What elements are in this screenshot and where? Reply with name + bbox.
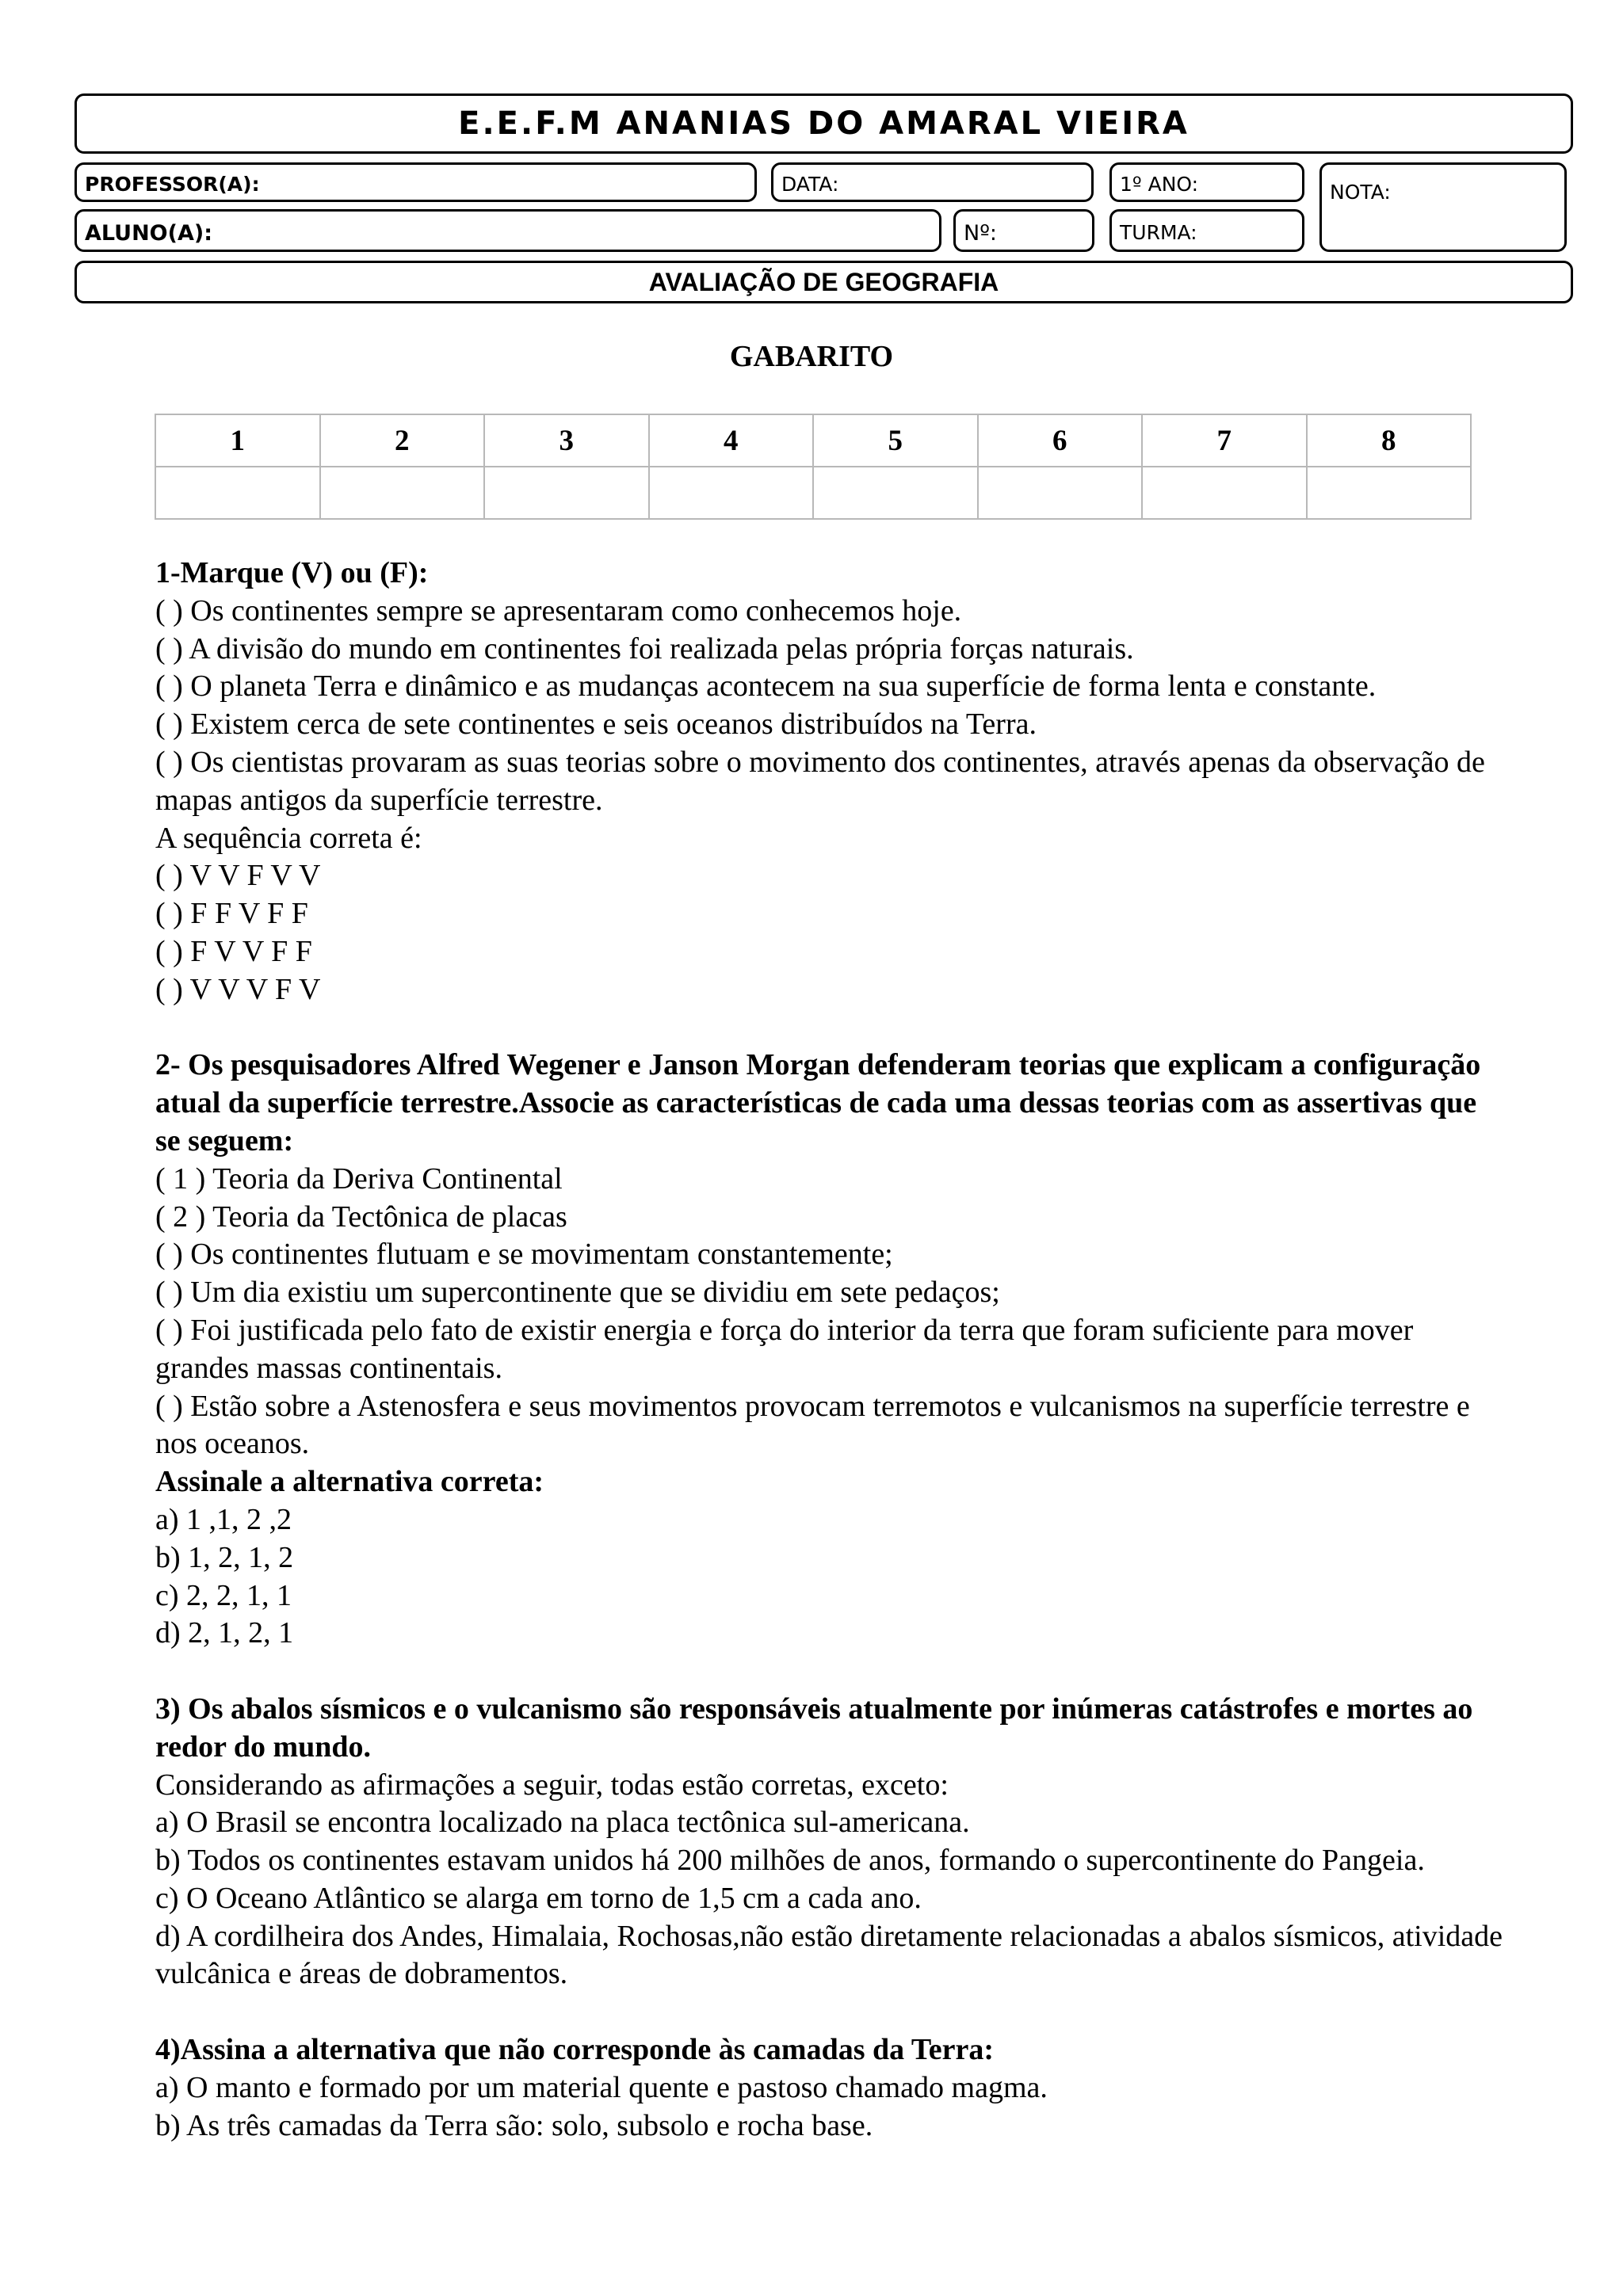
answer-cell[interactable] bbox=[978, 467, 1143, 519]
answer-cell[interactable] bbox=[484, 467, 649, 519]
spacer bbox=[155, 1653, 1503, 1691]
grade-field[interactable] bbox=[1319, 162, 1567, 252]
question-1-option: ( ) V V V F V bbox=[155, 972, 321, 1006]
question-2-theory: ( 1 ) Teoria da Deriva Continental bbox=[155, 1161, 563, 1196]
exam-title: AVALIAÇÃO DE GEOGRAFIA bbox=[648, 268, 999, 296]
question-2-option: d) 2, 1, 2, 1 bbox=[155, 1616, 294, 1650]
question-4-title: 4)Assina a alternativa que não corresponde às camadas da Terra: bbox=[155, 2033, 995, 2067]
number-label: Nº: bbox=[964, 221, 998, 246]
answer-key-header-cell: 1 bbox=[155, 414, 320, 467]
class-label: TURMA: bbox=[1120, 221, 1197, 244]
question-1-prompt: A sequência correta é: bbox=[155, 821, 422, 855]
number-field[interactable] bbox=[953, 209, 1094, 252]
answer-cell[interactable] bbox=[649, 467, 814, 519]
question-1-statement: ( ) Os continentes sempre se apresentaram como conhecemos hoje. bbox=[155, 593, 962, 627]
answer-key-header-cell: 6 bbox=[978, 414, 1143, 467]
school-name: E.E.F.M ANANIAS DO AMARAL VIEIRA bbox=[458, 105, 1190, 142]
answer-key-header-cell: 8 bbox=[1307, 414, 1472, 467]
class-field[interactable] bbox=[1109, 209, 1304, 252]
year-label: 1º ANO: bbox=[1120, 173, 1199, 196]
answer-cell[interactable] bbox=[1142, 467, 1307, 519]
question-3-option: c) O Oceano Atlântico se alarga em torno de 1,5 cm a cada ano. bbox=[155, 1881, 922, 1915]
question-4-option: b) As três camadas da Terra são: solo, subsolo e rocha base. bbox=[155, 2108, 873, 2142]
question-1-statement: ( ) A divisão do mundo em continentes foi realizada pelas própria forças naturais. bbox=[155, 631, 1134, 666]
spacer bbox=[155, 1009, 1503, 1047]
questions-body bbox=[155, 555, 1503, 2145]
question-4-option: a) O manto e formado por um material quente e pastoso chamado magma. bbox=[155, 2070, 1048, 2104]
question-1-title: 1-Marque (V) ou (F): bbox=[155, 556, 429, 589]
answer-key-header-row bbox=[155, 414, 1471, 467]
question-3-title: 3) Os abalos sísmicos e o vulcanismo são responsáveis atualmente por inúmeras catástrofes e mortes ao redor do mundo. bbox=[155, 1691, 1473, 1764]
question-2-option: a) 1 ,1, 2 ,2 bbox=[155, 1502, 292, 1536]
question-1-option: ( ) F V V F F bbox=[155, 934, 312, 968]
question-3-prompt: Considerando as afirmações a seguir, todas estão corretas, exceto: bbox=[155, 1768, 949, 1802]
school-name-box bbox=[74, 93, 1573, 154]
question-1-statement: ( ) O planeta Terra e dinâmico e as mudanças acontecem na sua superfície de forma lenta e constante. bbox=[155, 669, 1377, 704]
date-label: DATA: bbox=[781, 173, 839, 196]
professor-field[interactable] bbox=[74, 162, 757, 202]
answer-key-title: GABARITO bbox=[729, 340, 894, 373]
student-label: ALUNO(A): bbox=[85, 221, 212, 246]
spacer bbox=[155, 1993, 1503, 2031]
grade-label: NOTA: bbox=[1330, 181, 1391, 204]
question-2-statement: ( ) Foi justificada pelo fato de existir energia e força do interior da terra que foram suficiente para mover grandes massas continentais. bbox=[155, 1313, 1414, 1385]
question-2-statement: ( ) Os continentes flutuam e se movimentam constantemente; bbox=[155, 1238, 893, 1272]
year-field[interactable] bbox=[1109, 162, 1304, 202]
question-2-statement: ( ) Estão sobre a Astenosfera e seus movimentos provocam terremotos e vulcanismos na superfície terrestre e nos oceanos. bbox=[155, 1389, 1470, 1461]
date-field[interactable] bbox=[771, 162, 1094, 202]
question-2-option: b) 1, 2, 1, 2 bbox=[155, 1540, 294, 1574]
exam-title-box bbox=[74, 261, 1573, 303]
answer-key-header-cell: 2 bbox=[320, 414, 485, 467]
answer-cell[interactable] bbox=[155, 467, 320, 519]
question-3-option: b) Todos os continentes estavam unidos há 200 milhões de anos, formando o supercontinente do Pangeia. bbox=[155, 1844, 1425, 1878]
question-3-option: d) A cordilheira dos Andes, Himalaia, Rochosas,não estão diretamente relacionadas a abalos sísmicos, atividade vulcânica e áreas de dobramentos. bbox=[155, 1919, 1503, 1991]
question-2-statement: ( ) Um dia existiu um supercontinente que se dividiu em sete pedaços; bbox=[155, 1276, 1000, 1310]
question-2-prompt: Assinale a alternativa correta: bbox=[155, 1465, 544, 1499]
question-2-theory: ( 2 ) Teoria da Tectônica de placas bbox=[155, 1199, 567, 1234]
question-1-statement: ( ) Os cientistas provaram as suas teorias sobre o movimento dos continentes, através apenas da observação de mapas antigos da superfície terrestre. bbox=[155, 745, 1485, 817]
answer-cell[interactable] bbox=[1307, 467, 1472, 519]
answer-key-header-cell: 7 bbox=[1142, 414, 1307, 467]
student-field[interactable] bbox=[74, 209, 941, 252]
answer-key-table bbox=[155, 414, 1472, 520]
answer-key-header-cell: 5 bbox=[813, 414, 978, 467]
question-3-option: a) O Brasil se encontra localizado na placa tectônica sul-americana. bbox=[155, 1806, 970, 1840]
professor-label: PROFESSOR(A): bbox=[85, 173, 260, 196]
question-1-statement: ( ) Existem cerca de sete continentes e seis oceanos distribuídos na Terra. bbox=[155, 707, 1037, 742]
answer-cell[interactable] bbox=[813, 467, 978, 519]
answer-key-answer-row bbox=[155, 467, 1471, 519]
question-2-option: c) 2, 2, 1, 1 bbox=[155, 1578, 292, 1612]
question-2-title: 2- Os pesquisadores Alfred Wegener e Janson Morgan defenderam teorias que explicam a configuração atual da superfície terrestre.Associe as características de cada uma dessas teorias com as assertivas que se seguem: bbox=[155, 1048, 1481, 1158]
answer-key-header-cell: 4 bbox=[649, 414, 814, 467]
question-1-option: ( ) V V F V V bbox=[155, 859, 321, 893]
answer-key-header-cell: 3 bbox=[484, 414, 649, 467]
question-1-option: ( ) F F V F F bbox=[155, 897, 308, 931]
answer-cell[interactable] bbox=[320, 467, 485, 519]
